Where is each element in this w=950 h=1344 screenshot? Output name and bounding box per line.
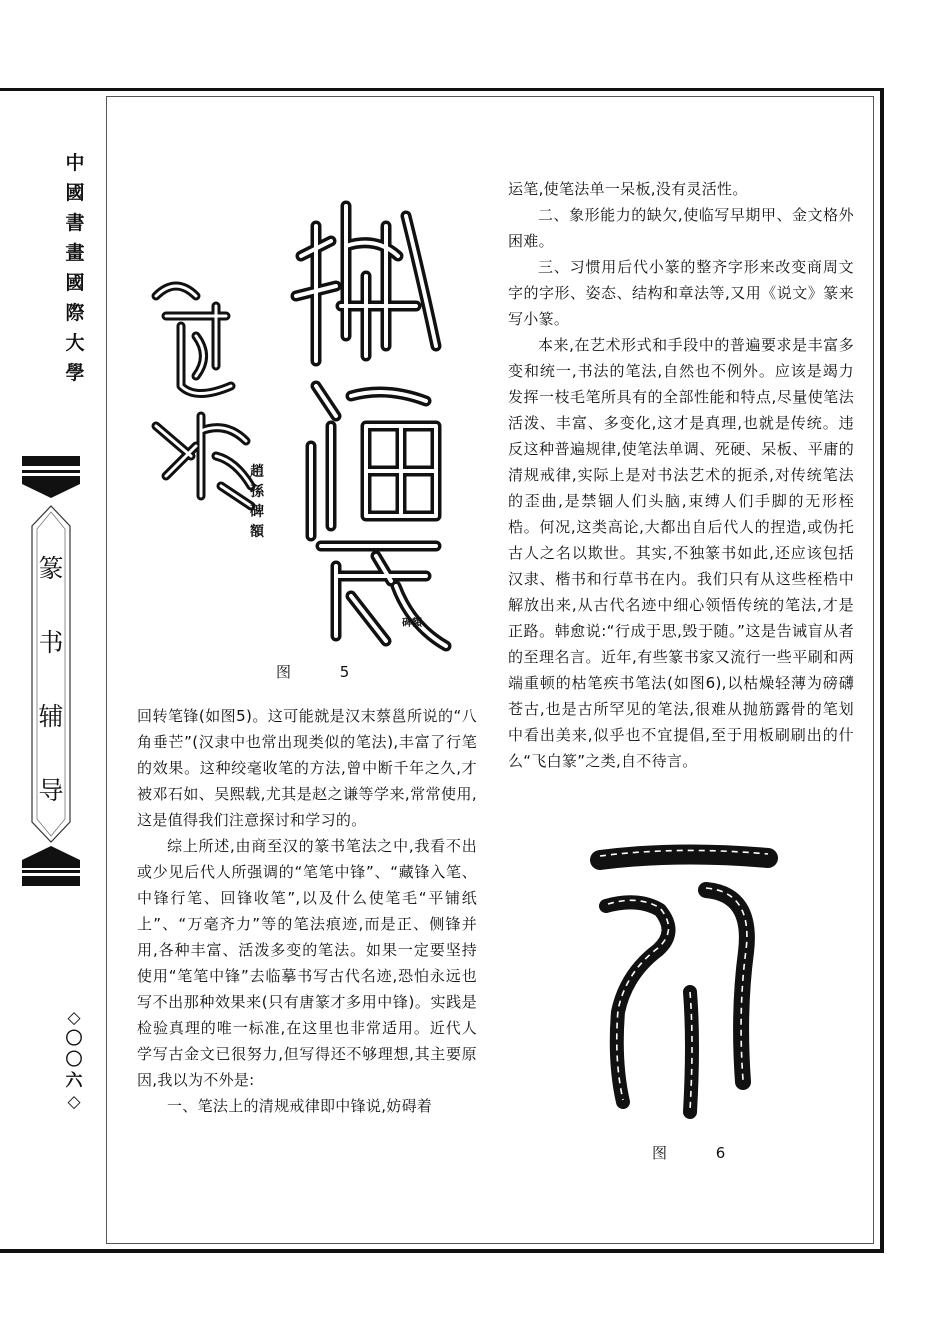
band-bottom-thick [22, 876, 80, 886]
figure-5-caption: 图 5 [276, 663, 372, 681]
section-title-char: 辅 [38, 702, 64, 731]
paragraph: 二、象形能力的缺欠,使临写早期甲、金文格外困难。 [508, 206, 854, 250]
figure-5-corner-label: 碑額 [402, 618, 422, 629]
band-top-thick [22, 456, 80, 466]
paragraph: 回转笔锋(如图5)。这可能就是汉末蔡邕所说的“八角垂芒”(汉隶中也常出现类似的笔法),丰富了行笔的效果。这种绞毫收笔的方法,曾中断千年之久,才被邓石如、吴熙载,尤其是赵之谦等学来,常常使用,这是值得我们注意探讨和学习的。 [137, 707, 477, 829]
page-number-ornament: ◇ [67, 1092, 81, 1112]
spine-char: 畫 [65, 242, 85, 264]
page-number-ornament: ◇ [67, 1008, 81, 1028]
inner-frame-bottom [106, 1243, 874, 1244]
figure-6-dry-brush-script [578, 842, 778, 1132]
paragraph: 本来,在艺术形式和手段中的普遍要求是丰富多变和统一,书法的笔法,自然也不例外。应该是竭力发挥一枝毛笔所具有的全部性能和特点,尽量使笔法活泼、丰富、多变化,这才是真理,也就是传统。违反这种普遍规律,使笔法单调、死硬、呆板、平庸的清规戒律,实际上是对书法艺术的扼杀,对传统笔法的歪曲,是禁锢人们头脑,束缚人们手脚的无形桎梏。何况,这类高论,大都出自后代人的捏造,或伪托古人之名以欺世。其实,不独篆书如此,还应该包括汉隶、楷书和行草书在内。我们只有从这些桎梏中解放出来,从古代名迹中细心领悟传统的笔法,才是正路。韩愈说:“行成于思,毁于随。”这是告诫盲从者的至理名言。近年,有些篆书家又流行一些平刷和两端重顿的枯笔疾书笔法(如图6),以枯燥轻薄为磅礴苍古,也是古所罕见的笔法,很难从抛筋露骨的笔划中看出美来,似乎也不宜提倡,至于用板刷刷出的什么“飞白篆”之类,自不待言。 [508, 336, 854, 770]
figure-6-caption: 图 6 [652, 1144, 748, 1162]
section-title-char: 书 [38, 628, 64, 657]
figure-5-seal-script [136, 186, 476, 656]
paragraph: 运笔,使笔法单一呆板,没有灵活性。 [508, 180, 748, 198]
page-frame-bottom [0, 1249, 884, 1253]
spine-char: 國 [65, 182, 85, 204]
paragraph: 三、习惯用后代小篆的整齐字形来改变商周文字的字形、姿态、结构和章法等,又用《说文》篆来写小篆。 [508, 258, 854, 328]
section-title-char: 篆 [38, 554, 64, 583]
paragraph: 一、笔法上的清规戒律即中锋说,妨碍着 [167, 1097, 433, 1115]
page-number-digit: 六 [65, 1071, 83, 1091]
page-number-digit: 〇 [65, 1029, 83, 1049]
spine-title [60, 148, 90, 388]
chevron-bottom-ornament [22, 846, 80, 868]
spine-char: 國 [65, 272, 85, 294]
spine-char: 書 [65, 212, 85, 234]
spine-char: 學 [65, 362, 85, 384]
left-text-column [137, 703, 477, 1119]
page-number [62, 1008, 86, 1113]
chevron-top-ornament [22, 476, 80, 498]
section-title-char: 导 [38, 776, 64, 805]
page-number-digit: 〇 [65, 1050, 83, 1070]
band-top-thin [22, 470, 80, 473]
inner-frame-top [106, 96, 874, 97]
page-frame-right [880, 88, 884, 1253]
inner-frame-left [106, 96, 107, 1243]
paragraph: 综上所述,由商至汉的篆书笔法之中,我看不出或少见后代人所强调的“笔笔中锋”、“藏锋入笔、中锋行笔、回锋收笔”,以及什么使笔毛“平铺纸上”、“万毫齐力”等的笔法痕迹,而是正、侧锋并用,各种丰富、活泼多变的笔法。如果一定要坚持使用“笔笔中锋”去临摹书写古代名迹,恐怕永远也写不出那种效果来(只有唐篆才多用中锋)。实践是检验真理的唯一标准,在这里也非常适用。近代人学写古金文已很努力,但写得还不够理想,其主要原因,我以为不外是: [137, 837, 477, 1089]
spine-char: 中 [65, 152, 85, 174]
band-bottom-thin [22, 870, 80, 873]
inner-frame-right [873, 96, 874, 1243]
page-frame-top [0, 88, 884, 91]
section-title [37, 532, 65, 828]
right-text-column [508, 176, 854, 774]
spine-char: 大 [65, 332, 85, 354]
spine-char: 際 [65, 302, 85, 324]
figure-5-small-label: 趙孫碑額 [250, 464, 264, 540]
